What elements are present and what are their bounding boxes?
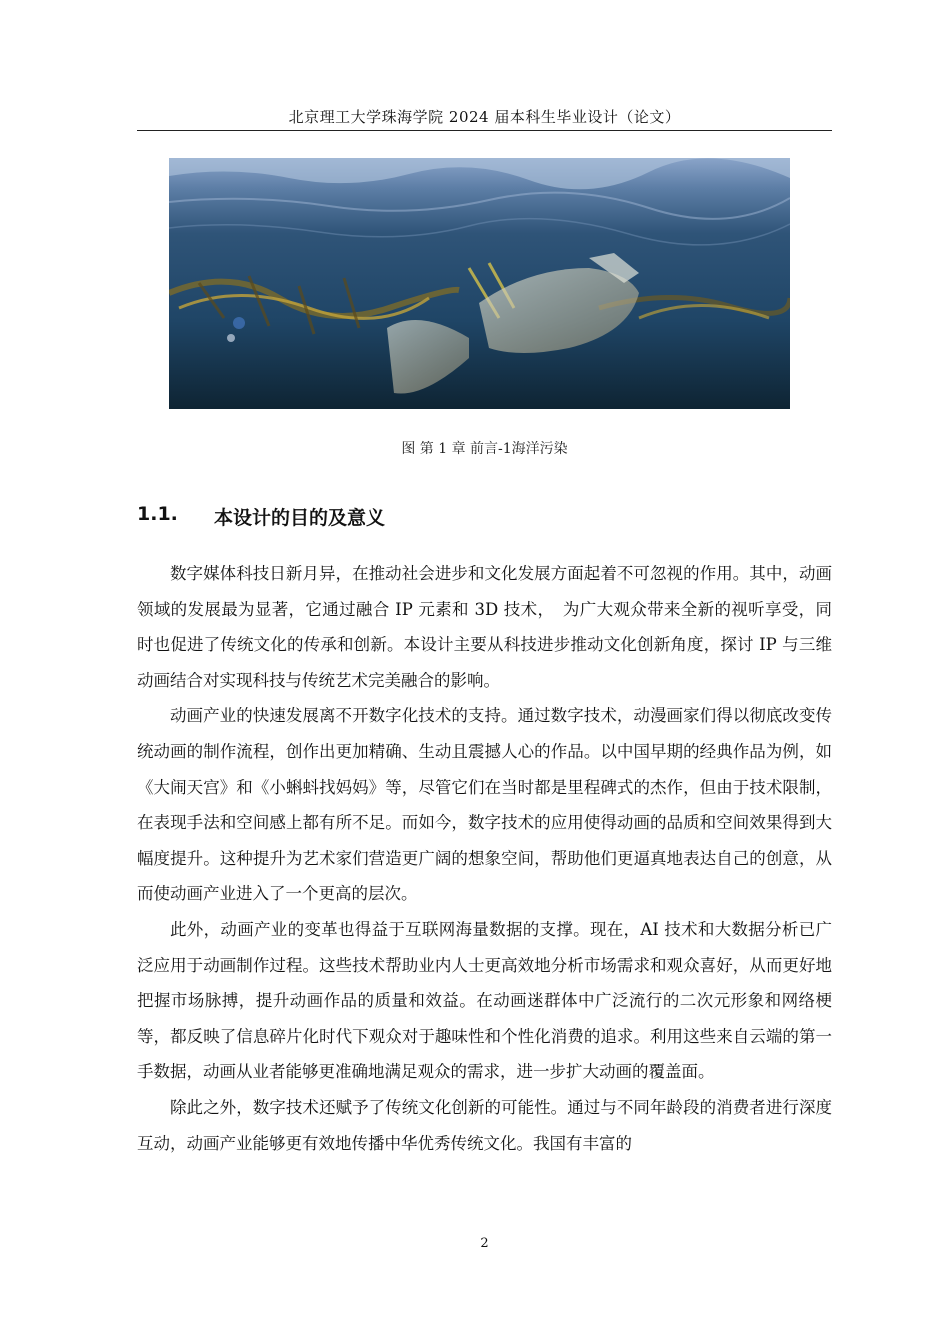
- section-number: 1.1.: [137, 503, 178, 525]
- page-header: 北京理工大学珠海学院 2024 届本科生毕业设计（论文）: [137, 106, 832, 131]
- body-text: [137, 556, 832, 1161]
- page-number: 2: [480, 1236, 489, 1251]
- paragraph: 此外，动画产业的变革也得益于互联网海量数据的支撑。现在，AI 技术和大数据分析已广泛应用于动画制作过程。这些技术帮助业内人士更高效地分析市场需求和观众喜好，从而更好地把握市场脉搏，提升动画作品的质量和效益。在动画迷群体中广泛流行的二次元形象和网络梗等，都反映了信息碎片化时代下观众对于趣味性和个性化消费的追求。利用这些来自云端的第一手数据，动画从业者能够更准确地满足观众的需求，进一步扩大动画的覆盖面。: [137, 919, 832, 1082]
- section-heading: [137, 503, 832, 533]
- ocean-pollution-figure: [169, 158, 790, 409]
- ocean-pollution-image: [169, 158, 790, 409]
- paragraph: 数字媒体科技日新月异，在推动社会进步和文化发展方面起着不可忽视的作用。其中，动画领域的发展最为显著，它通过融合 IP 元素和 3D 技术， 为广大观众带来全新的视听享受，同时也促进了传统文化的传承和创新。本设计主要从科技进步推动文化创新角度，探讨 IP 与三维动画结合对实现科技与传统艺术完美融合的影响。: [137, 564, 832, 690]
- figure-caption: 图 第 1 章 前言-1海洋污染: [401, 441, 568, 457]
- paragraph: 动画产业的快速发展离不开数字化技术的支持。通过数字技术，动漫画家们得以彻底改变传统动画的制作流程，创作出更加精确、生动且震撼人心的作品。以中国早期的经典作品为例，如《大闹天宫》和《小蝌蚪找妈妈》等，尽管它们在当时都是里程碑式的杰作，但由于技术限制，在表现手法和空间感上都有所不足。而如今，数字技术的应用使得动画的品质和空间效果得到大幅度提升。这种提升为艺术家们营造更广阔的想象空间，帮助他们更逼真地表达自己的创意，从而使动画产业进入了一个更高的层次。: [137, 706, 832, 904]
- section-title: 本设计的目的及意义: [214, 507, 386, 529]
- paragraph: 除此之外，数字技术还赋予了传统文化创新的可能性。通过与不同年龄段的消费者进行深度互动，动画产业能够更有效地传播中华优秀传统文化。我国有丰富的: [137, 1097, 832, 1153]
